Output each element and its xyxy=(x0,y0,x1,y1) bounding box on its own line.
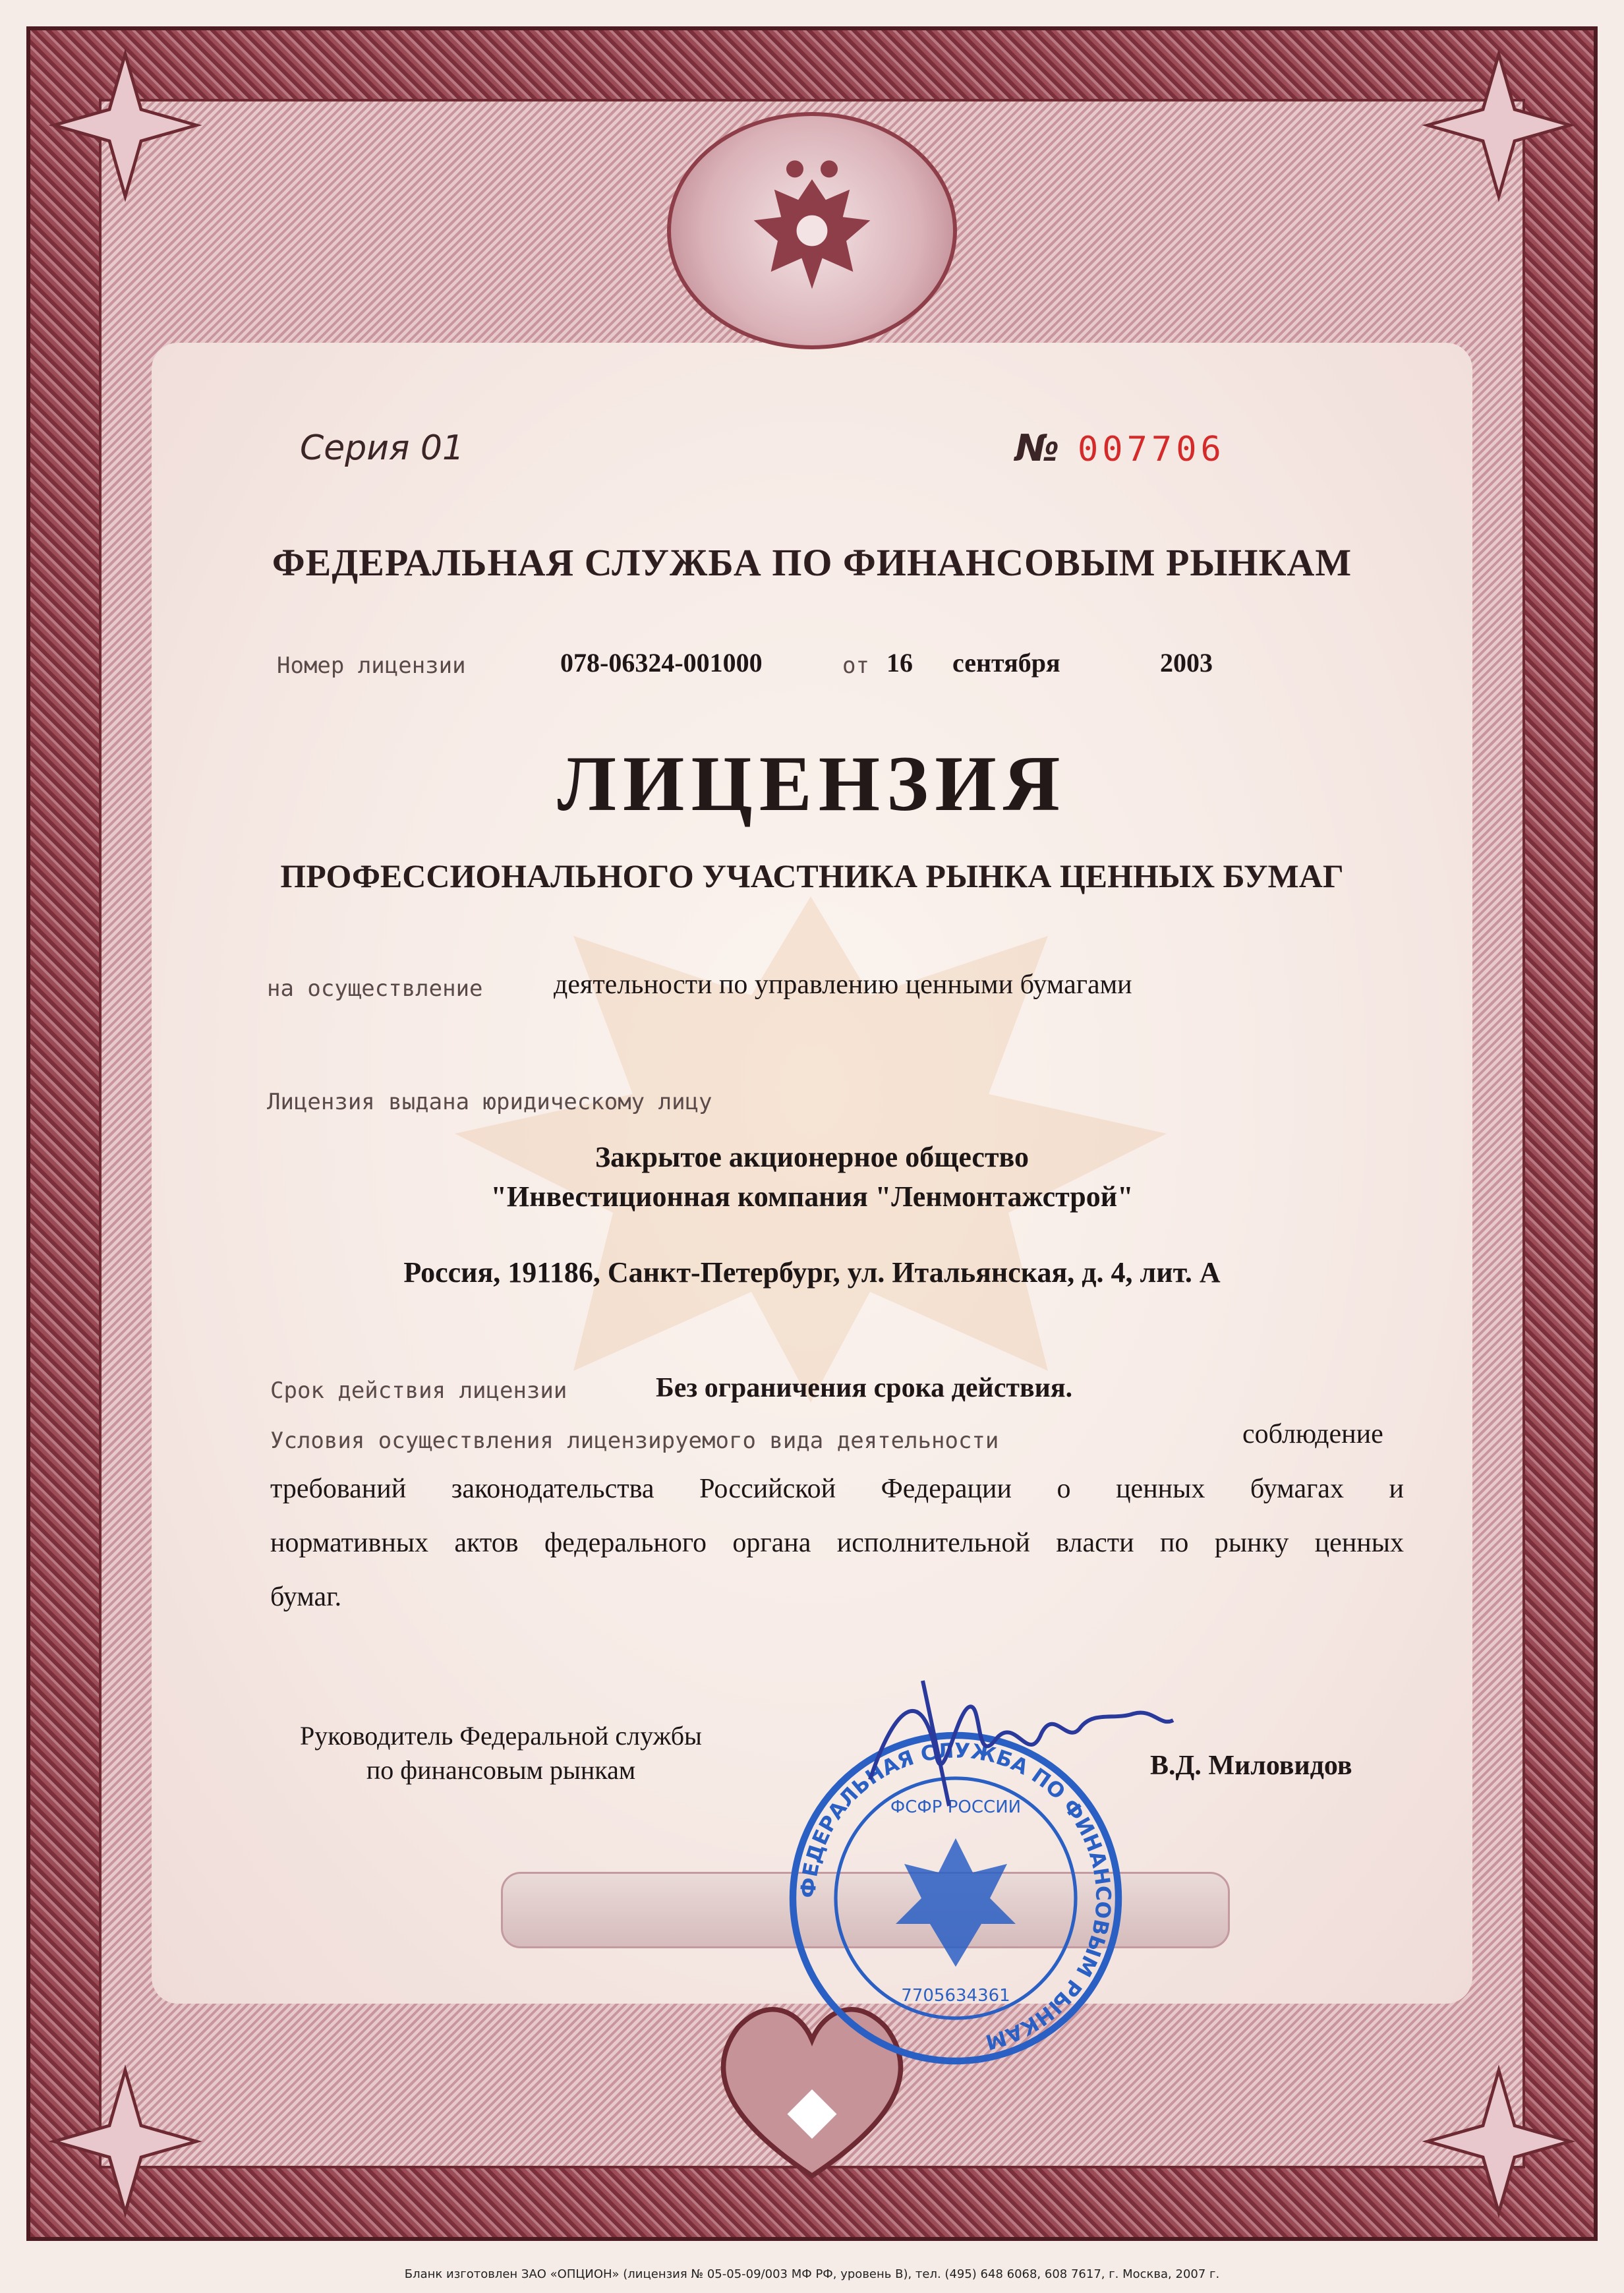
license-date-from-label: от xyxy=(842,653,869,679)
license-date-day: 16 xyxy=(886,648,913,678)
conditions-label: Условия осуществления лицензируемого вида деятельности xyxy=(270,1428,999,1454)
printer-footer: Бланк изготовлен ЗАО «ОПЦИОН» (лицензия № 05-05-09/003 МФ РФ, уровень В), тел. (495) 648 6068, 608 7617, г. Москва, 2007 г. xyxy=(404,2267,1220,2281)
blank-number: 007706 xyxy=(1078,430,1225,469)
organization-address: Россия, 191186, Санкт-Петербург, ул. Итальянская, д. 4, лит. А xyxy=(403,1256,1221,1289)
issued-to-label: Лицензия выдана юридическому лицу xyxy=(267,1089,712,1115)
agency-name: ФЕДЕРАЛЬНАЯ СЛУЖБА ПО ФИНАНСОВЫМ РЫНКАМ xyxy=(272,541,1352,584)
document-title: ЛИЦЕНЗИЯ xyxy=(557,740,1067,827)
activity-value: деятельности по управлению ценными бумагами xyxy=(554,970,1132,1000)
license-number-label: Номер лицензии xyxy=(277,653,466,679)
signatory-title-line-2: по финансовым рынкам xyxy=(366,1755,636,1785)
handwritten-signature xyxy=(844,1674,1186,1819)
signatory-title-line-1: Руководитель Федеральной службы xyxy=(300,1721,702,1751)
activity-label: на осуществление xyxy=(267,975,483,1002)
document-subtitle: ПРОФЕССИОНАЛЬНОГО УЧАСТНИКА РЫНКА ЦЕННЫХ БУМАГ xyxy=(280,857,1344,894)
corner-ornament-bottom-right xyxy=(1420,2062,1578,2220)
conditions-line-3: нормативных актов федерального органа исполнительной власти по рынку ценных xyxy=(270,1528,1404,1558)
validity-value: Без ограничения срока действия. xyxy=(656,1373,1073,1403)
organization-line-1: Закрытое акционерное общество xyxy=(594,1141,1030,1173)
stamp-eagle-icon xyxy=(896,1838,1016,1967)
conditions-first-word: соблюдение xyxy=(1242,1419,1383,1449)
signatory-name: В.Д. Миловидов xyxy=(1150,1751,1352,1781)
license-number-value: 078-06324-001000 xyxy=(560,648,763,678)
license-date-month: сентября xyxy=(952,648,1060,678)
corner-ornament-bottom-left xyxy=(46,2062,204,2220)
stamp-inner-text: ФСФР РОССИИ xyxy=(890,1797,1022,1817)
organization-line-2: "Инвестиционная компания "Ленмонтажстрой" xyxy=(490,1180,1134,1213)
license-date-year: 2003 xyxy=(1160,648,1213,678)
number-sign: № xyxy=(1015,427,1060,470)
series-label: Серия 01 xyxy=(300,428,465,468)
stamp-inn: 7705634361 xyxy=(901,1986,1010,2006)
corner-ornament-top-right xyxy=(1420,46,1578,204)
coat-of-arms-medallion xyxy=(667,112,957,349)
corner-ornament-top-left xyxy=(46,46,204,204)
double-headed-eagle-icon xyxy=(726,145,898,316)
stamp-ring-text: ФЕДЕРАЛЬНАЯ СЛУЖБА ПО ФИНАНСОВЫМ РЫНКАМ xyxy=(796,1739,1115,2054)
conditions-line-4: бумаг. xyxy=(270,1582,342,1612)
validity-label: Срок действия лицензии xyxy=(270,1378,567,1404)
conditions-line-2: требований законодательства Российской Федерации о ценных бумагах и xyxy=(270,1474,1404,1504)
